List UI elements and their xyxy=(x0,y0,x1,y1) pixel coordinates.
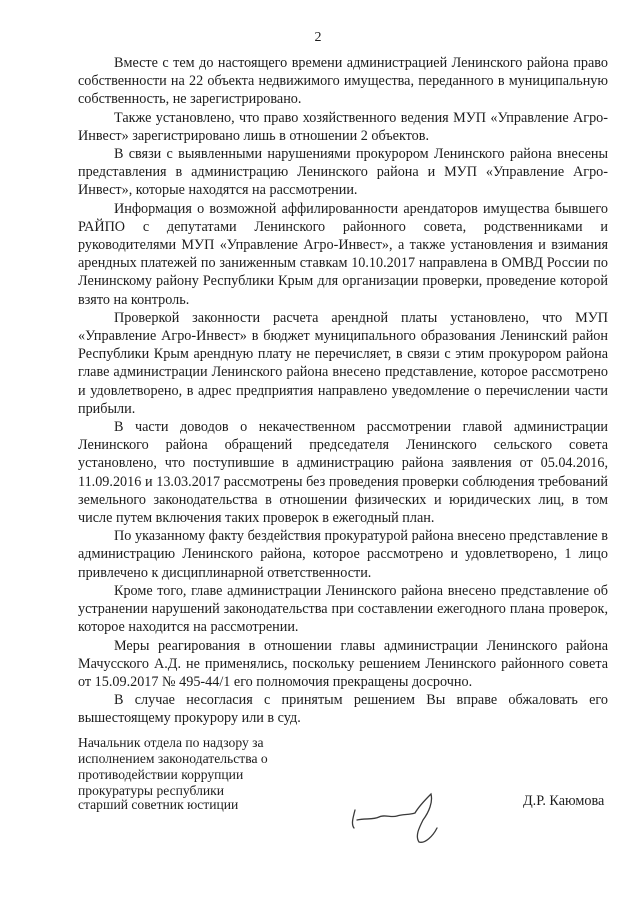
paragraph-10: В случае несогласия с принятым решением Вы вправе обжаловать его вышестоящему прокурору или в суд. xyxy=(78,692,608,727)
paragraph-7: По указанному факту бездействия прокуратурой района внесено представление в администрацию Ленинского района, которое рассмотрено и удовлетворено, 1 лицо привлечено к дисциплинарной ответственности. xyxy=(78,528,608,581)
paragraph-1: Вместе с тем до настоящего времени администрацией Ленинского района право собственности на 22 объекта недвижимого имущества, переданного в муниципальную собственность, не зарегистрировано. xyxy=(78,55,608,108)
signer-name: Д.Р. Каюмова xyxy=(523,793,605,809)
paragraph-4: Информация о возможной аффилированности арендаторов имущества бывшего РАЙПО с депутатами Ленинского районного совета, родственниками и руководителями МУП «Управление Агро-Инвест», а также установления и взимания арендных платежей по заниженным ставкам 10.10.2017 направлена в ОМВД России по Ленинскому району Республики Крым для организации проверки, проведение которой взято на контроль. xyxy=(78,200,608,308)
signer-position: Начальник отдела по надзору за исполнением законодательства о противодействии коррупции прокуратуры республики xyxy=(78,735,268,798)
page-number: 2 xyxy=(314,30,322,45)
signer-rank: старший советник юстиции xyxy=(78,797,239,812)
paragraph-3: В связи с выявленными нарушениями прокурором Ленинского района внесены представления в администрацию Ленинского района и МУП «Управление Агро-Инвест», которые находятся на рассмотрении. xyxy=(78,146,608,199)
paragraph-8: Кроме того, главе администрации Ленинского района внесено представление об устранении нарушений законодательства при составлении ежегодного плана проверок, которое находится на рассмотрении. xyxy=(78,582,608,636)
handwritten-signature xyxy=(345,780,455,850)
letter-body xyxy=(78,54,608,728)
paragraph-9: Меры реагирования в отношении главы администрации Ленинского района Мачусского А.Д. не применялись, поскольку решением Ленинского районного совета от 15.09.2017 № 495-44/1 его полномочия прекращены досрочно. xyxy=(78,637,608,690)
paragraph-5: Проверкой законности расчета арендной платы установлено, что МУП «Управление Агро-Инвест» в бюджет муниципального образования Ленинский район Республики Крым арендную плату не перечисляет, в связи с этим прокурором района главе администрации Ленинского района внесено представление, которое рассмотрено и удовлетворено, в адрес предприятия направлено уведомление о перечислении части прибыли. xyxy=(78,309,608,417)
paragraph-6: В части доводов о некачественном рассмотрении главой администрации Ленинского района обращений председателя Ленинского сельского совета установлено, что поступившие в администрацию района заявления от 05.04.2016, 11.09.2016 и 13.03.2017 рассмотрены без проведения проверки соблюдения требований земельного законодательства в отношении физических и юридических лиц, в том числе путем включения таких проверок в ежегодный план. xyxy=(78,419,608,527)
paragraph-2: Также установлено, что право хозяйственного ведения МУП «Управление Агро-Инвест» зарегистрировано лишь в отношении 2 объектов. xyxy=(78,109,608,144)
